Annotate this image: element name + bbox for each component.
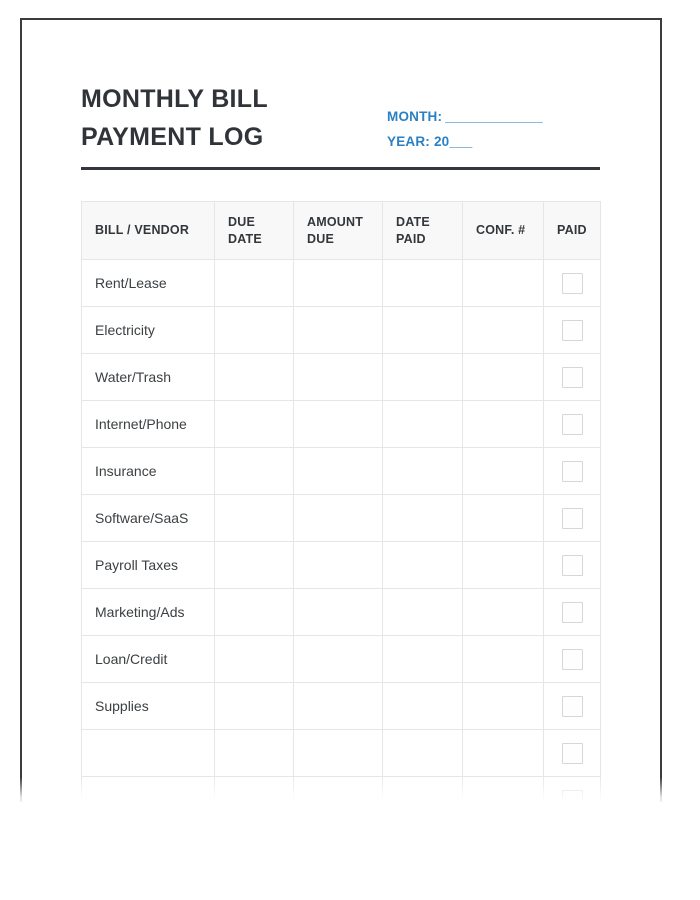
bill-vendor-cell: Marketing/Ads: [82, 589, 215, 636]
paid-checkbox[interactable]: [562, 696, 583, 717]
date-paid-cell[interactable]: [383, 542, 463, 589]
due-date-cell[interactable]: [215, 777, 294, 803]
paid-cell: [544, 495, 601, 542]
paid-cell: [544, 589, 601, 636]
table-row: [82, 354, 601, 401]
paid-checkbox[interactable]: [562, 367, 583, 388]
bill-vendor-cell: Software/SaaS: [82, 495, 215, 542]
header-conf-number: CONF. #: [463, 202, 544, 260]
paid-cell: [544, 307, 601, 354]
amount-due-cell[interactable]: [294, 495, 383, 542]
amount-due-cell[interactable]: [294, 730, 383, 777]
divider-rule: [81, 167, 600, 170]
bill-vendor-cell: Rent/Lease: [82, 260, 215, 307]
amount-due-cell[interactable]: [294, 401, 383, 448]
conf-number-cell[interactable]: [463, 448, 544, 495]
paid-checkbox[interactable]: [562, 743, 583, 764]
table-row: [82, 730, 601, 777]
amount-due-cell[interactable]: [294, 683, 383, 730]
conf-number-cell[interactable]: [463, 354, 544, 401]
bill-vendor-cell[interactable]: [82, 730, 215, 777]
page-title-line2: PAYMENT LOG: [81, 123, 264, 151]
paid-cell: [544, 730, 601, 777]
paid-cell: [544, 354, 601, 401]
document-page: [20, 18, 662, 802]
header-date-paid: DATE PAID: [383, 202, 463, 260]
conf-number-cell[interactable]: [463, 495, 544, 542]
paid-cell: [544, 777, 601, 803]
paid-checkbox[interactable]: [562, 649, 583, 670]
bill-vendor-cell: Loan/Credit: [82, 636, 215, 683]
year-field[interactable]: [387, 129, 543, 154]
paid-checkbox[interactable]: [562, 555, 583, 576]
bill-vendor-cell: Supplies: [82, 683, 215, 730]
paid-checkbox[interactable]: [562, 461, 583, 482]
date-paid-cell[interactable]: [383, 589, 463, 636]
table-row: [82, 260, 601, 307]
date-paid-cell[interactable]: [383, 636, 463, 683]
date-paid-cell[interactable]: [383, 777, 463, 803]
table-row: [82, 307, 601, 354]
table-row: [82, 495, 601, 542]
paid-cell: [544, 636, 601, 683]
paid-checkbox[interactable]: [562, 790, 583, 803]
bill-vendor-cell: Water/Trash: [82, 354, 215, 401]
amount-due-cell[interactable]: [294, 307, 383, 354]
page-title: [81, 80, 268, 156]
header-bill-vendor: BILL / VENDOR: [82, 202, 215, 260]
amount-due-cell[interactable]: [294, 589, 383, 636]
conf-number-cell[interactable]: [463, 542, 544, 589]
paid-checkbox[interactable]: [562, 273, 583, 294]
paid-checkbox[interactable]: [562, 320, 583, 341]
due-date-cell[interactable]: [215, 401, 294, 448]
conf-number-cell[interactable]: [463, 307, 544, 354]
amount-due-cell[interactable]: [294, 777, 383, 803]
table-row: [82, 542, 601, 589]
due-date-cell[interactable]: [215, 636, 294, 683]
date-paid-cell[interactable]: [383, 307, 463, 354]
amount-due-cell[interactable]: [294, 542, 383, 589]
header-amount-due: AMOUNT DUE: [294, 202, 383, 260]
month-year-block: [387, 104, 543, 154]
paid-cell: [544, 260, 601, 307]
date-paid-cell[interactable]: [383, 448, 463, 495]
table-header-row: [82, 202, 601, 260]
date-paid-cell[interactable]: [383, 495, 463, 542]
table-row: [82, 401, 601, 448]
due-date-cell[interactable]: [215, 448, 294, 495]
table-row: [82, 636, 601, 683]
paid-checkbox[interactable]: [562, 602, 583, 623]
bill-vendor-cell: Internet/Phone: [82, 401, 215, 448]
conf-number-cell[interactable]: [463, 683, 544, 730]
due-date-cell[interactable]: [215, 589, 294, 636]
month-field[interactable]: [387, 104, 543, 129]
bill-vendor-cell: Insurance: [82, 448, 215, 495]
amount-due-cell[interactable]: [294, 448, 383, 495]
conf-number-cell[interactable]: [463, 636, 544, 683]
table-row: [82, 683, 601, 730]
date-paid-cell[interactable]: [383, 683, 463, 730]
paid-cell: [544, 448, 601, 495]
month-label: MONTH:: [387, 109, 443, 124]
bill-vendor-cell[interactable]: [82, 777, 215, 803]
paid-checkbox[interactable]: [562, 508, 583, 529]
bill-vendor-cell: Payroll Taxes: [82, 542, 215, 589]
amount-due-cell[interactable]: [294, 260, 383, 307]
amount-due-cell[interactable]: [294, 636, 383, 683]
table-row: [82, 589, 601, 636]
paid-cell: [544, 683, 601, 730]
due-date-cell[interactable]: [215, 495, 294, 542]
paid-checkbox[interactable]: [562, 414, 583, 435]
paid-cell: [544, 401, 601, 448]
conf-number-cell[interactable]: [463, 401, 544, 448]
amount-due-cell[interactable]: [294, 354, 383, 401]
date-paid-cell[interactable]: [383, 730, 463, 777]
date-paid-cell[interactable]: [383, 401, 463, 448]
date-paid-cell[interactable]: [383, 260, 463, 307]
due-date-cell[interactable]: [215, 354, 294, 401]
due-date-cell[interactable]: [215, 260, 294, 307]
bill-payment-table: [81, 201, 601, 802]
paid-cell: [544, 542, 601, 589]
year-label: YEAR: 20: [387, 134, 450, 149]
year-blank-line[interactable]: ___: [449, 134, 473, 149]
conf-number-cell[interactable]: [463, 260, 544, 307]
page-title-line1: MONTHLY BILL: [81, 85, 268, 113]
conf-number-cell[interactable]: [463, 589, 544, 636]
due-date-cell[interactable]: [215, 307, 294, 354]
bill-vendor-cell: Electricity: [82, 307, 215, 354]
header-paid: PAID: [544, 202, 601, 260]
due-date-cell[interactable]: [215, 542, 294, 589]
header-due-date: DUE DATE: [215, 202, 294, 260]
due-date-cell[interactable]: [215, 683, 294, 730]
conf-number-cell[interactable]: [463, 730, 544, 777]
month-blank-line[interactable]: _____________: [445, 109, 543, 124]
table-row: [82, 448, 601, 495]
date-paid-cell[interactable]: [383, 354, 463, 401]
conf-number-cell[interactable]: [463, 777, 544, 803]
due-date-cell[interactable]: [215, 730, 294, 777]
table-row: [82, 777, 601, 803]
